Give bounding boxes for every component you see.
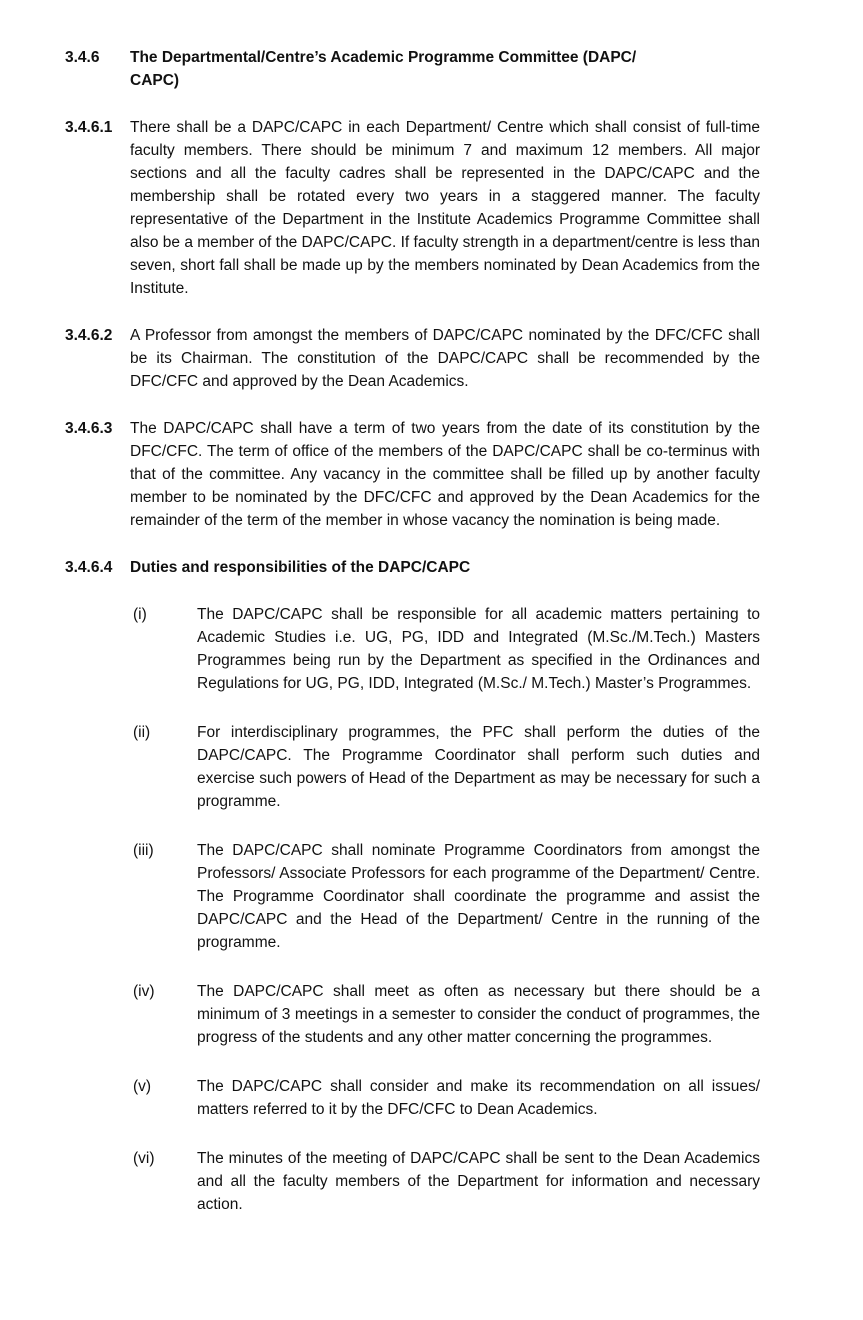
list-item-text: The minutes of the meeting of DAPC/CAPC shall be sent to the Dean Academics and all the faculty members of the Department for information and necessary action. [197,1150,760,1213]
section-number: 3.4.6 [65,49,100,66]
section-paragraph: The DAPC/CAPC shall have a term of two years from the date of its constitution by the DFC/CFC. The term of office of the members of the DAPC/CAPC shall be co-terminus with that of the committee. Any vacancy in the committee shall be filled up by another faculty member to be nominated by the DFC/CFC and approved by the Dean Academics for the remainder of the term of the member in whose vacancy the nomination is being made. [130,420,760,529]
list-item-label: (vi) [133,1150,155,1167]
section-paragraph: There shall be a DAPC/CAPC in each Department/ Centre which shall consist of full-time faculty members. There should be minimum 7 and maximum 12 members. All major sections and all the faculty cadres shall be represented in the DAPC/CAPC and the membership shall be rotated every two years in a staggered manner. The faculty representative of the Department in the Institute Academics Programme Committee shall also be a member of the DAPC/CAPC. If faculty strength in a department/centre is less than seven, short fall shall be made up by the members nominated by Dean Academics from the Institute. [130,119,760,297]
list-item-label: (v) [133,1078,152,1095]
section-3-4-6-2 [65,324,760,393]
list-item-vi [65,1147,760,1216]
section-3-4-6-1 [65,116,760,300]
section-3-4-6-3 [65,417,760,532]
list-item-text: The DAPC/CAPC shall nominate Programme Coordinators from amongst the Professors/ Associate Professors for each programme of the Department/ Centre. The Programme Coordinator shall coordinate the programme and assist the DAPC/CAPC and the Head of the Department/ Centre in the running of the programme. [197,842,760,951]
list-item-label: (i) [133,606,147,623]
list-item-text: The DAPC/CAPC shall be responsible for all academic matters pertaining to Academic Studies i.e. UG, PG, IDD and Integrated (M.Sc./M.Tech.) Masters Programmes being run by the Department as specified in the Ordinances and Regulations for UG, PG, IDD, Integrated (M.Sc./ M.Tech.) Master’s Programmes. [197,606,760,692]
section-3-4-6-4-heading [65,556,760,579]
list-item-iv [65,980,760,1049]
list-item-label: (ii) [133,724,151,741]
section-heading-text: Duties and responsibilities of the DAPC/CAPC [130,559,471,576]
list-item-label: (iii) [133,842,154,859]
section-heading-text: The Departmental/Centre’s Academic Programme Committee (DAPC/ CAPC) [130,49,637,89]
list-item-ii [65,721,760,813]
section-number: 3.4.6.2 [65,327,113,344]
section-number: 3.4.6.4 [65,559,113,576]
list-item-text: The DAPC/CAPC shall consider and make its recommendation on all issues/ matters referred to it by the DFC/CFC to Dean Academics. [197,1078,760,1118]
section-3-4-6-heading [65,46,760,92]
section-paragraph: A Professor from amongst the members of DAPC/CAPC nominated by the DFC/CFC shall be its Chairman. The constitution of the DAPC/CAPC shall be recommended by the DFC/CFC and approved by the Dean Academics. [130,327,760,390]
section-number: 3.4.6.1 [65,119,113,136]
list-item-iii [65,839,760,954]
list-item-text: For interdisciplinary programmes, the PFC shall perform the duties of the DAPC/CAPC. The Programme Coordinator shall perform such duties and exercise such powers of Head of the Department as may be necessary for such a programme. [197,724,760,810]
section-number: 3.4.6.3 [65,420,113,437]
duties-list [65,603,760,1216]
list-item-text: The DAPC/CAPC shall meet as often as necessary but there should be a minimum of 3 meetings in a semester to consider the conduct of programmes, the progress of the students and any other matter concerning the programmes. [197,983,760,1046]
list-item-v [65,1075,760,1121]
list-item-i [65,603,760,695]
list-item-label: (iv) [133,983,155,1000]
